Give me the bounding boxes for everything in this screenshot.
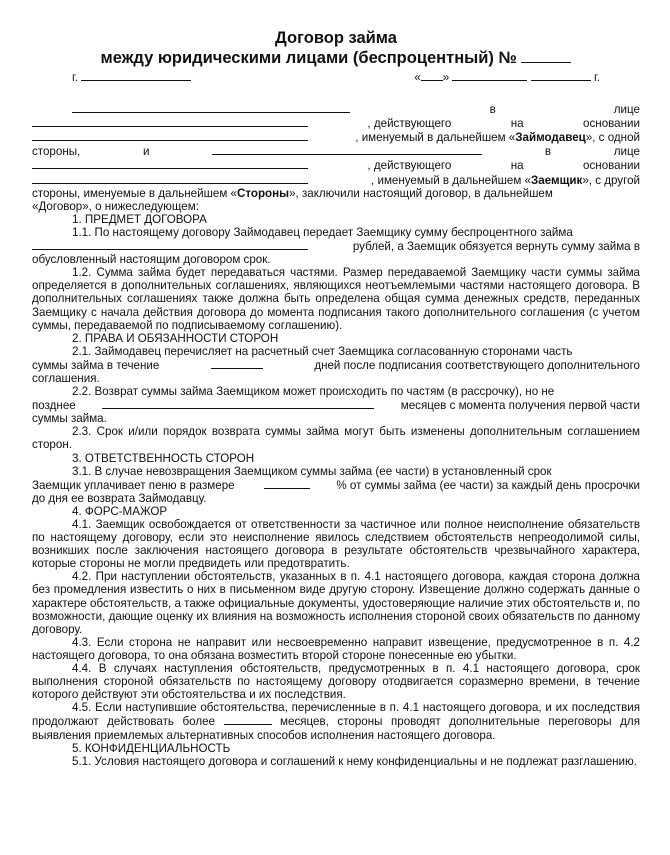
section-4-heading: 4. ФОРС-МАЖОР bbox=[72, 504, 168, 518]
city-field bbox=[72, 70, 191, 84]
clause-1-1-line-c: обусловленный настоящим договором срок. bbox=[32, 253, 271, 267]
word-lice: лице bbox=[613, 103, 640, 117]
clause-2-2-text-c: месяцев с момента получения первой части bbox=[400, 399, 640, 413]
section-1-heading: 1. ПРЕДМЕТ ДОГОВОРА bbox=[72, 212, 207, 226]
city-prefix: г. bbox=[72, 71, 79, 84]
word-lice-2: лице bbox=[613, 145, 640, 159]
date-quote-close: » bbox=[442, 71, 450, 84]
word-osnovanii-2: основании bbox=[583, 159, 640, 173]
word-osnovanii: основании bbox=[583, 117, 640, 131]
section-5-heading: 5. КОНФИДЕНЦИАЛЬНОСТЬ bbox=[72, 741, 231, 755]
lender-basis-blank bbox=[32, 130, 308, 141]
clause-2-2-line-b bbox=[32, 398, 640, 412]
intro-line-6 bbox=[32, 173, 640, 187]
borrower-name-blank bbox=[212, 144, 482, 155]
months-blank bbox=[102, 398, 374, 409]
days-blank bbox=[211, 358, 263, 369]
city-date-row bbox=[32, 70, 640, 84]
intro-line-3 bbox=[32, 130, 640, 144]
clause-2-2-text-b: позднее bbox=[32, 399, 76, 413]
clause-3-1-line-a: 3.1. В случае невозвращения Заемщиком суммы займа (ее части) в установленный срок bbox=[72, 464, 552, 478]
clause-2-3: 2.3. Срок и/или порядок возврата суммы займа могут быть изменены дополнительным соглашением сторон. bbox=[32, 425, 640, 452]
clause-2-1-line-d: соглашения. bbox=[32, 371, 100, 385]
clause-5-1: 5.1. Условия настоящего договора и соглашений к нему конфиденциальны и не подлежат разглашению. bbox=[72, 754, 637, 768]
clause-1-1-line-a: 1.1. По настоящему договору Займодавец передает Заемщику сумму беспроцентного займа bbox=[72, 225, 573, 239]
clause-1-2: 1.2. Сумма займа будет передаваться частями. Размер передаваемой Заемщику части суммы займа определяется в дополнительных соглашениях, являющихся неотъемлемыми частями настоящего договора. В дополнительных соглашениях также должна быть определена общая сумма денежных средств, переданных Заемщику с начала действия договора до момента подписания такого дополнительного соглашения (с учетом суммы, передаваемой по подписываемому соглашению). bbox=[32, 266, 640, 332]
word-na-2: на bbox=[510, 159, 524, 173]
clause-2-1-text-c: дней после подписания соответствующего дополнительного bbox=[314, 358, 640, 372]
intro-line-1 bbox=[32, 102, 640, 116]
force-majeure-months-blank bbox=[224, 714, 272, 725]
year-blank bbox=[531, 70, 591, 81]
clause-3-1-line-d: до дня ее возврата Займодавцу. bbox=[32, 491, 207, 505]
loan-amount-blank bbox=[32, 239, 308, 250]
clause-4-5: 4.5. Если наступившие обстоятельства, перечисленные в п. 4.1 настоящего договора, и их последствия продолжают действовать более месяцев, стороны проводят дополнительные переговоры для выявления приемлемых альтернативных способов исполнения настоящего договора. bbox=[32, 701, 640, 742]
word-v-2: в bbox=[544, 145, 552, 159]
penalty-blank bbox=[264, 478, 310, 489]
clause-2-1-text-b: суммы займа в течение bbox=[32, 358, 160, 372]
date-quote-open: « bbox=[414, 71, 421, 84]
contract-subtitle bbox=[32, 48, 640, 68]
word-na: на bbox=[510, 117, 524, 131]
borrower-alias-text: , именуемый в дальнейшем «Заемщик», с другой bbox=[371, 173, 640, 187]
word-deystvuyushego: , действующего bbox=[367, 117, 452, 131]
lender-rep-blank bbox=[32, 116, 308, 127]
clause-2-2-line-d: суммы займа. bbox=[32, 412, 107, 426]
month-blank bbox=[452, 70, 527, 81]
year-suffix: г. bbox=[593, 71, 600, 84]
clause-2-1-line-b bbox=[32, 358, 640, 372]
borrower-rep-blank bbox=[32, 158, 308, 169]
intro-line-5 bbox=[32, 158, 640, 172]
word-deystvuyushego-2: , действующего bbox=[367, 159, 452, 173]
borrower-basis-blank bbox=[32, 173, 308, 184]
clause-1-1-text-b: рублей, а Заемщик обязуется вернуть сумму займа в bbox=[352, 240, 640, 254]
contract-title bbox=[32, 28, 640, 48]
intro-line-4 bbox=[32, 144, 640, 158]
lender-name-blank bbox=[72, 102, 350, 113]
intro-line-2 bbox=[32, 116, 640, 130]
section-3-heading: 3. ОТВЕТСТВЕННОСТЬ СТОРОН bbox=[72, 451, 255, 465]
contract-number-blank bbox=[521, 48, 571, 63]
section-2-heading: 2. ПРАВА И ОБЯЗАННОСТИ СТОРОН bbox=[72, 331, 279, 345]
clause-2-2-line-a: 2.2. Возврат суммы займа Заемщиком может происходить по частям (в рассрочку), но не bbox=[72, 385, 555, 399]
clause-1-1-line-b bbox=[32, 239, 640, 253]
word-storony: стороны, bbox=[32, 145, 81, 159]
lender-alias-text: , именуемый в дальнейшем «Займодавец», с одной bbox=[355, 131, 640, 145]
clause-4-1: 4.1. Заемщик освобождается от ответственности за частичное или полное неисполнение обязательств по настоящему договору, если это неисполнение явилось следствием обстоятельств непреодолимой силы, возникших после заключения настоящего договора в результате обстоятельств чрезвычайного характера, которые стороны не могли предвидеть или предотвратить. bbox=[32, 518, 640, 571]
title-line-2: между юридическими лицами (беспроцентный) № bbox=[100, 49, 517, 67]
clause-4-3: 4.3. Если сторона не направит или несвоевременно направит извещение, предусмотренное в п. 4.2 настоящего договора, то она обязана возместить второй стороне понесенные ею убытки. bbox=[32, 635, 640, 662]
day-blank bbox=[421, 70, 443, 81]
clause-3-1-text-c: % от суммы займа (ее части) за каждый день просрочки bbox=[336, 478, 640, 492]
word-i: и bbox=[142, 145, 150, 159]
clause-2-1-line-a: 2.1. Займодавец перечисляет на расчетный счет Заемщика согласованную сторонами часть bbox=[72, 344, 573, 358]
intro-block bbox=[32, 102, 640, 213]
clause-3-1-text-b: Заемщик уплачивает пеню в размере bbox=[32, 478, 235, 492]
title-line-1: Договор займа bbox=[275, 29, 397, 47]
clause-4-2: 4.2. При наступлении обстоятельств, указанных в п. 4.1 настоящего договора, каждая сторона должна без промедления известить о них в письменном виде другую сторону. Извещение должно содержать данные о характере обстоятельств, а также официальные документы, удостоверяющие наличие этих обстоятельств и, по возможности, дающие оценку их влияния на возможность исполнения стороной своих обязательств по данному договору. bbox=[32, 570, 640, 636]
clause-4-4: 4.4. В случаях наступления обстоятельств, предусмотренных в п. 4.1 настоящего договора, срок выполнения стороной обязательств по настоящему договору отодвигается соразмерно времени, в течение которого действуют эти обстоятельства и их последствия. bbox=[32, 662, 640, 702]
date-field bbox=[414, 70, 600, 84]
word-v: в bbox=[489, 103, 496, 117]
intro-parties-line: стороны, именуемые в дальнейшем «Стороны», заключили настоящий договор, в дальнейшем bbox=[32, 186, 553, 200]
clause-3-1-line-b bbox=[32, 478, 640, 492]
intro-dogovor-line: «Договор», о нижеследующем: bbox=[32, 199, 199, 213]
city-blank bbox=[81, 70, 191, 81]
